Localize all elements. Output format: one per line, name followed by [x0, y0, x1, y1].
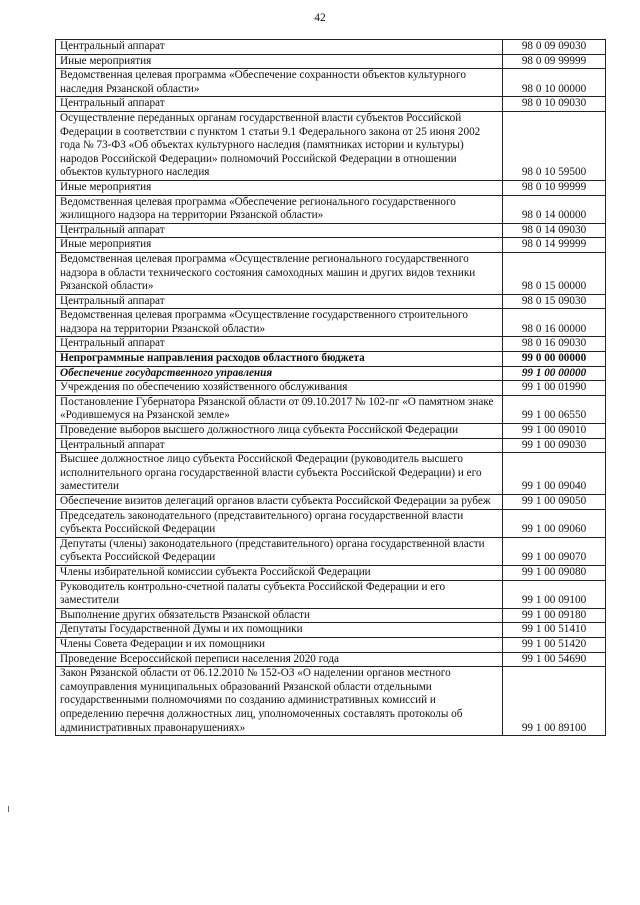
table-row: [56, 111, 606, 180]
row-name: Ведомственная целевая программа «Осуществление регионального государственного надзора в области технического состояния самоходных машин и других видов техники Рязанской области»: [56, 252, 503, 294]
table-row: [56, 40, 606, 55]
budget-classification-table: [55, 39, 606, 736]
table-row: [56, 195, 606, 223]
row-code: 99 1 00 00000: [503, 366, 606, 381]
row-name: Центральный аппарат: [56, 40, 503, 55]
page-number: 42: [314, 12, 326, 24]
row-name: Закон Рязанской области от 06.12.2010 № 152-ОЗ «О наделении органов местного самоуправления муниципальных образований Рязанской области отдельными государственными полномочиями по созданию административных комиссий и определению перечня должностных лиц, уполномоченных составлять протоколы об административных правонарушениях»: [56, 667, 503, 736]
row-code: 98 0 15 00000: [503, 252, 606, 294]
row-code: 98 0 14 00000: [503, 195, 606, 223]
table-row: [56, 381, 606, 396]
row-name: Ведомственная целевая программа «Обеспечение регионального государственного жилищного надзора на территории Рязанской области»: [56, 195, 503, 223]
row-code: 98 0 10 59500: [503, 111, 606, 180]
table-row: [56, 395, 606, 423]
row-name: Постановление Губернатора Рязанской области от 09.10.2017 № 102-пг «О памятном знаке «Родившемуся на Рязанской земле»: [56, 395, 503, 423]
table-row: [56, 352, 606, 367]
row-name: Иные мероприятия: [56, 238, 503, 253]
row-name: Члены Совета Федерации и их помощники: [56, 637, 503, 652]
table-row: [56, 453, 606, 495]
row-name: Обеспечение визитов делегаций органов власти субъекта Российской Федерации за рубеж: [56, 495, 503, 510]
row-code: 98 0 10 09030: [503, 97, 606, 112]
row-code: 99 1 00 01990: [503, 381, 606, 396]
table-row: [56, 637, 606, 652]
table-row: [56, 309, 606, 337]
table-row: [56, 54, 606, 69]
table-row: [56, 69, 606, 97]
row-name: Центральный аппарат: [56, 294, 503, 309]
table-row: [56, 537, 606, 565]
row-code: 98 0 09 09030: [503, 40, 606, 55]
row-code: 99 1 00 09030: [503, 438, 606, 453]
row-name: Иные мероприятия: [56, 180, 503, 195]
row-code: 98 0 14 09030: [503, 223, 606, 238]
table-row: [56, 623, 606, 638]
row-name: Проведение выборов высшего должностного лица субъекта Российской Федерации: [56, 424, 503, 439]
table-row: [56, 667, 606, 736]
table-row: [56, 509, 606, 537]
row-name: Члены избирательной комиссии субъекта Российской Федерации: [56, 565, 503, 580]
table-row: [56, 438, 606, 453]
row-code: 99 1 00 09180: [503, 608, 606, 623]
row-code: 99 1 00 89100: [503, 667, 606, 736]
table-row: [56, 608, 606, 623]
row-code: 99 1 00 09010: [503, 424, 606, 439]
row-code: 99 1 00 51410: [503, 623, 606, 638]
row-code: 99 0 00 00000: [503, 352, 606, 367]
row-code: 98 0 09 99999: [503, 54, 606, 69]
table-row: [56, 495, 606, 510]
row-code: 99 1 00 51420: [503, 637, 606, 652]
row-name: Центральный аппарат: [56, 97, 503, 112]
row-name: Осуществление переданных органам государственной власти субъектов Российской Федерации в соответствии с пунктом 1 статьи 9.1 Федерального закона от 25 июня 2002 года № 73-ФЗ «Об объектах культурного наследия (памятниках истории и культуры) народов Российской Федерации» полномочий Российской Федерации в отношении объектов культурного наследия: [56, 111, 503, 180]
row-name: Учреждения по обеспечению хозяйственного обслуживания: [56, 381, 503, 396]
row-name: Обеспечение государственного управления: [56, 366, 503, 381]
row-code: 99 1 00 09050: [503, 495, 606, 510]
table-row: [56, 580, 606, 608]
table-row: [56, 424, 606, 439]
row-code: 98 0 16 09030: [503, 337, 606, 352]
row-code: 98 0 10 99999: [503, 180, 606, 195]
row-code: 99 1 00 09040: [503, 453, 606, 495]
table-row: [56, 652, 606, 667]
table-row: [56, 366, 606, 381]
table-row: [56, 223, 606, 238]
row-name: Депутаты (члены) законодательного (представительного) органа государственной власти субъекта Российской Федерации: [56, 537, 503, 565]
row-code: 98 0 10 00000: [503, 69, 606, 97]
table-row: [56, 180, 606, 195]
row-code: 99 1 00 54690: [503, 652, 606, 667]
row-name: Иные мероприятия: [56, 54, 503, 69]
table-row: [56, 294, 606, 309]
row-name: Выполнение других обязательств Рязанской области: [56, 608, 503, 623]
row-name: Высшее должностное лицо субъекта Российской Федерации (руководитель высшего исполнительного органа государственной власти субъекта Российской Федерации) и его заместители: [56, 453, 503, 495]
row-name: Руководитель контрольно-счетной палаты субъекта Российской Федерации и его заместители: [56, 580, 503, 608]
row-name: Центральный аппарат: [56, 223, 503, 238]
margin-mark: [8, 806, 9, 812]
row-code: 98 0 14 99999: [503, 238, 606, 253]
row-code: 98 0 15 09030: [503, 294, 606, 309]
row-name: Председатель законодательного (представительного) органа государственной власти субъекта Российской Федерации: [56, 509, 503, 537]
table-row: [56, 252, 606, 294]
table-row: [56, 238, 606, 253]
row-name: Непрограммные направления расходов областного бюджета: [56, 352, 503, 367]
row-code: 99 1 00 09080: [503, 565, 606, 580]
row-code: 99 1 00 09100: [503, 580, 606, 608]
row-code: 98 0 16 00000: [503, 309, 606, 337]
row-name: Ведомственная целевая программа «Осуществление государственного строительного надзора на территории Рязанской области»: [56, 309, 503, 337]
table-body: [56, 40, 606, 736]
row-name: Центральный аппарат: [56, 438, 503, 453]
table-row: [56, 565, 606, 580]
row-name: Центральный аппарат: [56, 337, 503, 352]
row-code: 99 1 00 09070: [503, 537, 606, 565]
table-row: [56, 97, 606, 112]
row-code: 99 1 00 06550: [503, 395, 606, 423]
row-code: 99 1 00 09060: [503, 509, 606, 537]
row-name: Проведение Всероссийской переписи населения 2020 года: [56, 652, 503, 667]
table-row: [56, 337, 606, 352]
row-name: Депутаты Государственной Думы и их помощники: [56, 623, 503, 638]
row-name: Ведомственная целевая программа «Обеспечение сохранности объектов культурного наследия Рязанской области»: [56, 69, 503, 97]
